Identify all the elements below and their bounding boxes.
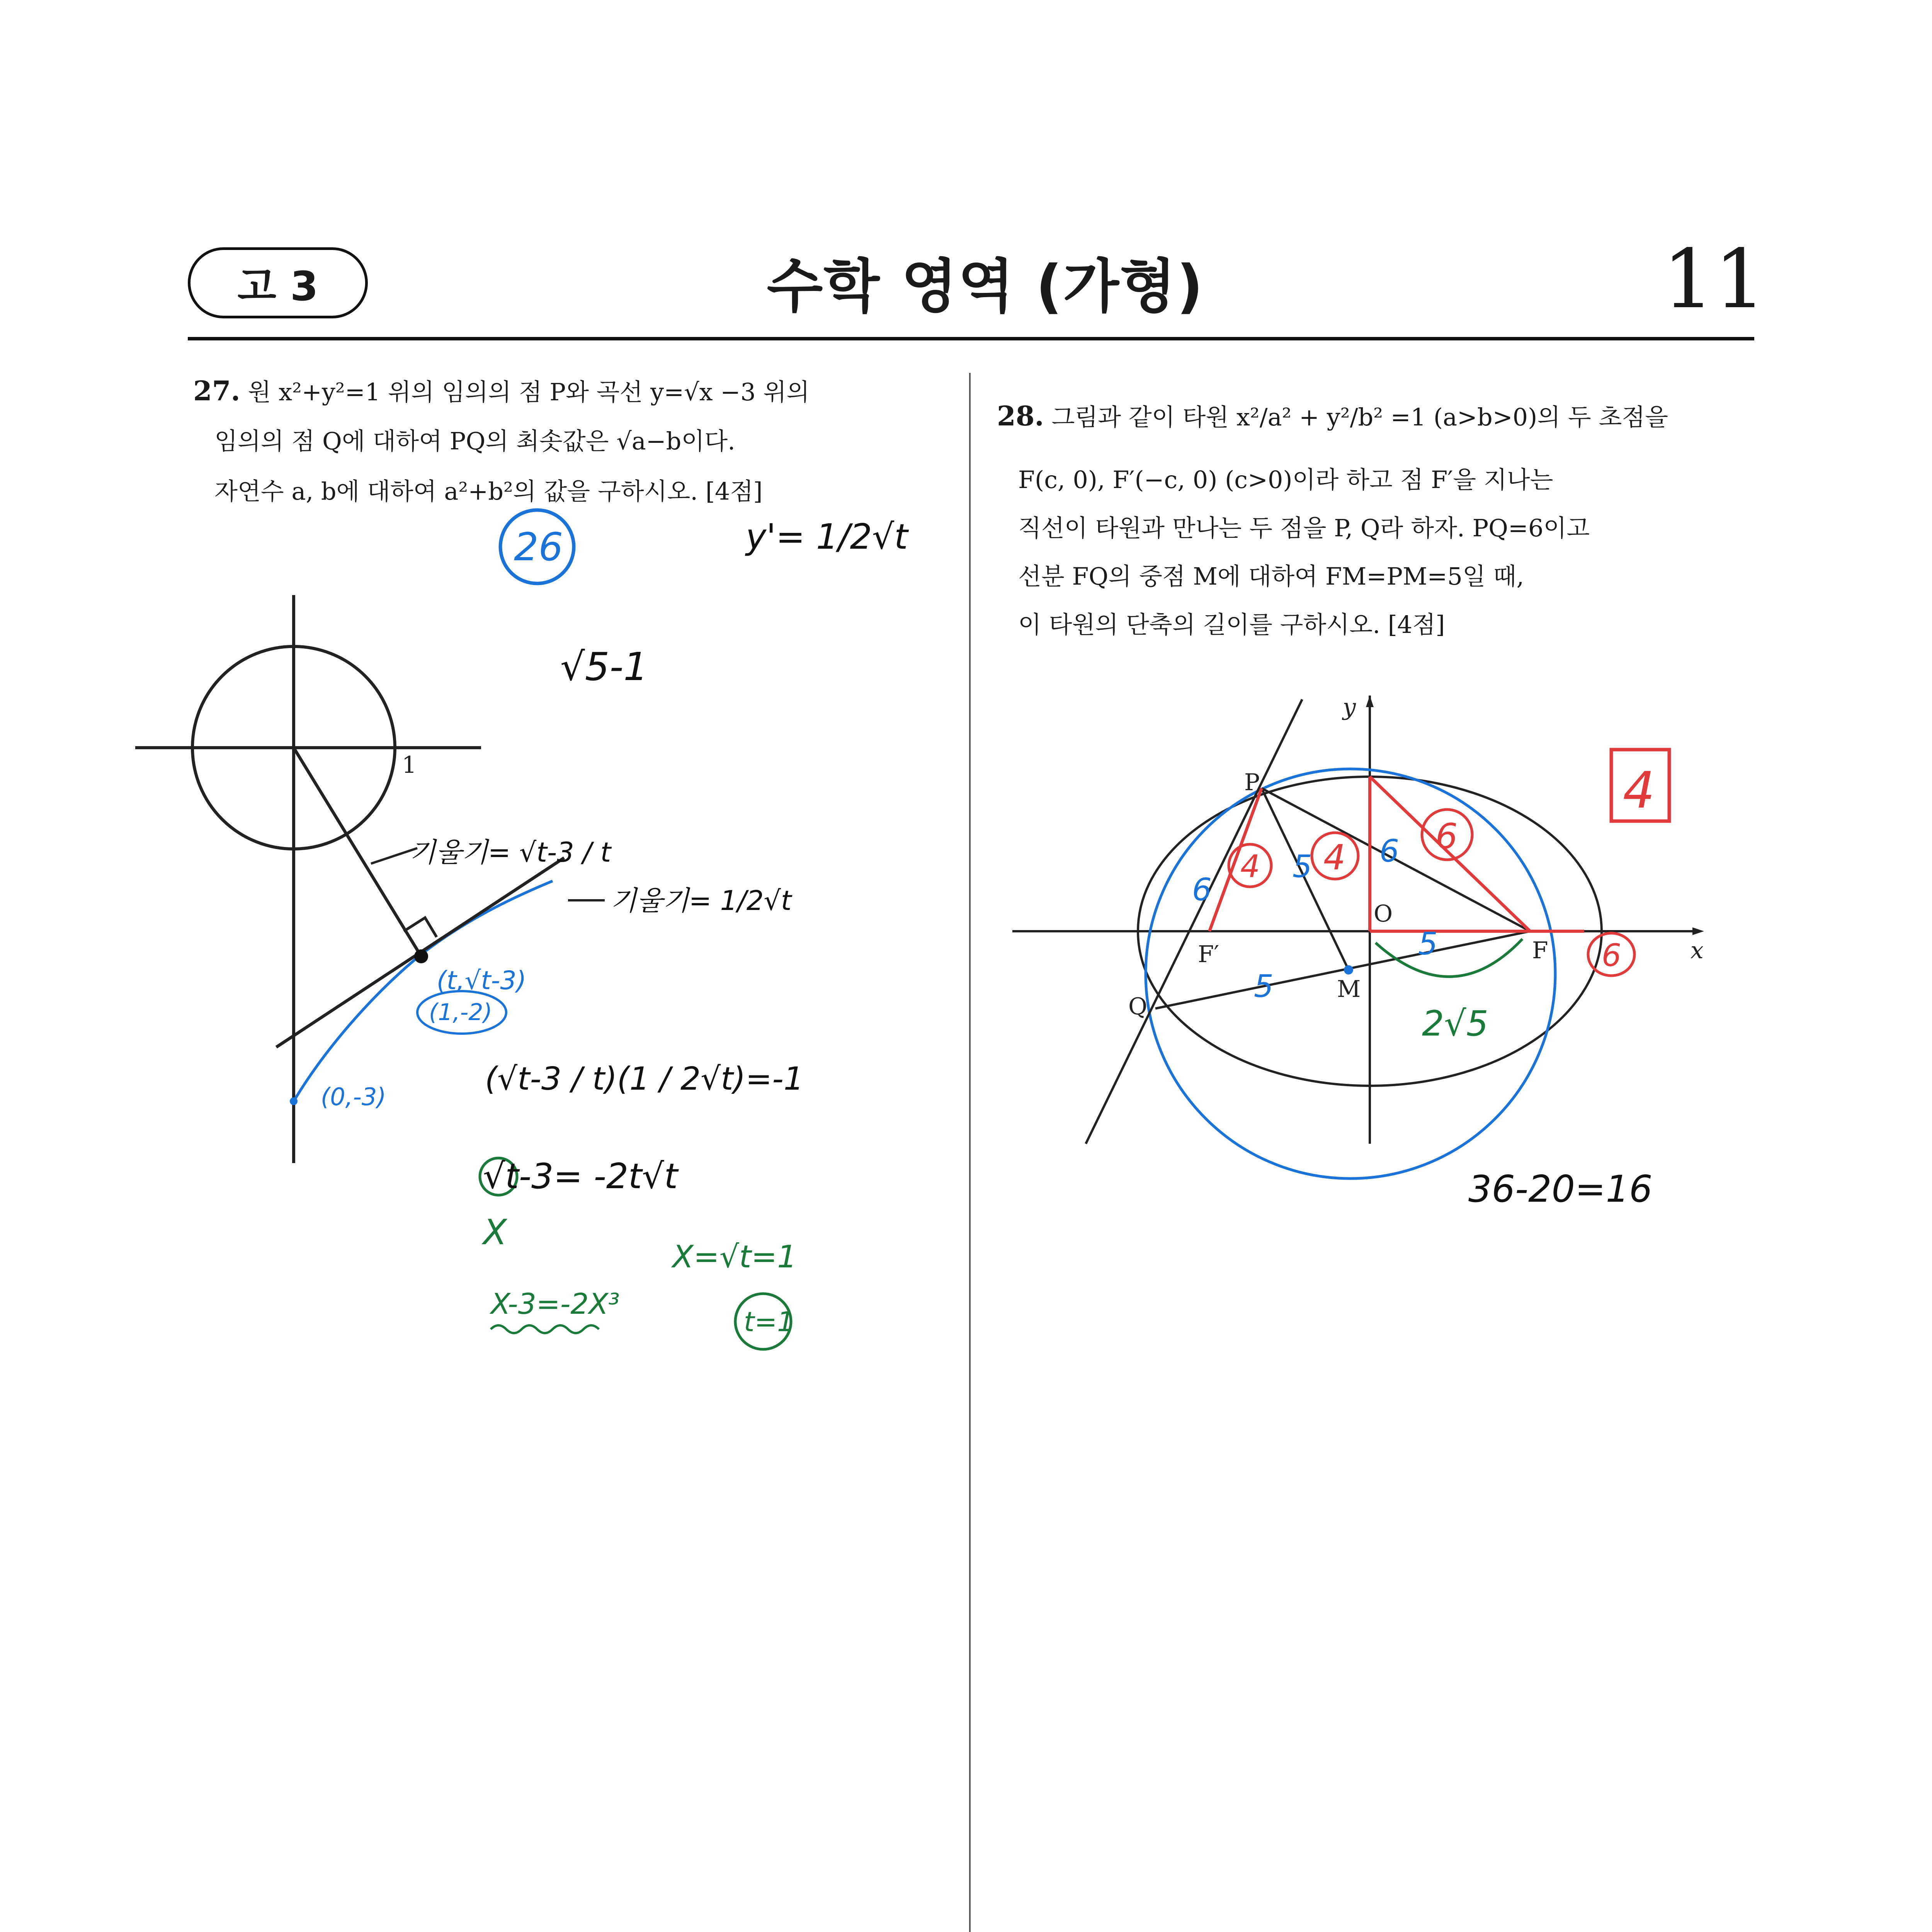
q28-text-2: F(c, 0), F′(−c, 0) (c>0)이라 하고 점 F′을 지나는 xyxy=(1018,466,1553,494)
label-fprime: F′ xyxy=(1198,941,1219,968)
q27-eq2: X=√t=1 xyxy=(672,1239,797,1275)
line-pq xyxy=(1086,699,1302,1144)
q27-t-val: t=1 xyxy=(744,1306,794,1338)
label-o: O xyxy=(1374,900,1393,927)
q27-text-1: 원 x²+y²=1 위의 임의의 점 P와 곡선 y=√x −3 위의 xyxy=(248,378,810,406)
subject-title: 수학 영역 (가형) xyxy=(767,253,1204,320)
q28-blue-5a: 5 xyxy=(1293,849,1312,884)
q27-origin-pt: (0,-3) xyxy=(321,1083,386,1111)
q28-answer-box: 4 xyxy=(1623,761,1655,820)
q27-product: (√t-3 / t)(1 / 2√t)=-1 xyxy=(485,1061,804,1097)
q27-text-3: 자연수 a, b에 대하여 a²+b²의 값을 구하시오. [4점] xyxy=(214,477,763,505)
label-q: Q xyxy=(1128,993,1148,1020)
q28-blue-6: 6 xyxy=(1192,872,1212,908)
q27-slope1: 기울기= √t-3 / t xyxy=(410,837,611,868)
q28-note-6b: 6 xyxy=(1602,937,1621,973)
q28-note-6a: 6 xyxy=(1435,816,1458,857)
q27-slope2: 기울기= 1/2√t xyxy=(611,885,792,917)
q28-note-4a: 4 xyxy=(1240,849,1260,884)
q27-point2: (1,-2) xyxy=(429,999,492,1026)
q27-eq1: √t-3= -2t√t xyxy=(483,1156,678,1197)
label-m: M xyxy=(1337,976,1361,1003)
q28-green-2root5: 2√5 xyxy=(1422,1003,1488,1044)
label-p: P xyxy=(1244,769,1260,796)
q27-label-one: 1 xyxy=(402,752,417,779)
page-number: 11 xyxy=(1662,232,1766,327)
q28-blue-5c: 5 xyxy=(1254,968,1274,1004)
q28-text-4: 선분 FQ의 중점 M에 대하여 FM=PM=5일 때, xyxy=(1018,562,1524,590)
label-f: F xyxy=(1532,937,1548,964)
label-y: y xyxy=(1343,694,1356,721)
q27-point: (t,√t-3) xyxy=(437,966,527,995)
q28-text-5: 이 타원의 단축의 길이를 구하시오. [4점] xyxy=(1018,611,1445,639)
grade-label: 고 3 xyxy=(237,263,318,310)
q27-x-mark: X xyxy=(483,1212,507,1253)
q27-root: √5-1 xyxy=(560,644,648,689)
q27-text-2: 임의의 점 Q에 대하여 PQ의 최솟값은 √a−b이다. xyxy=(214,427,735,455)
q27-derivative: y'= 1/2√t xyxy=(746,517,908,557)
q28-calc: 36-20=16 xyxy=(1468,1168,1653,1211)
q28-number: 28. xyxy=(997,400,1044,432)
point-m xyxy=(1344,965,1353,975)
label-x: x xyxy=(1690,937,1704,964)
q28-blue-5b: 5 xyxy=(1418,926,1438,962)
q28-text-1: 그림과 같이 타원 x²/a² + y²/b² =1 (a>b>0)의 두 초점을 xyxy=(1051,403,1668,431)
q27-answer: 26 xyxy=(514,524,563,570)
q28-note-4b: 4 xyxy=(1323,837,1346,878)
q28-blue-6b: 6 xyxy=(1379,833,1399,869)
q27-number: 27. xyxy=(193,375,240,407)
q28-text-3: 직선이 타원과 만나는 두 점을 P, Q라 하자. PQ=6이고 xyxy=(1018,514,1590,542)
q27-eq3: X-3=-2X³ xyxy=(491,1287,620,1321)
